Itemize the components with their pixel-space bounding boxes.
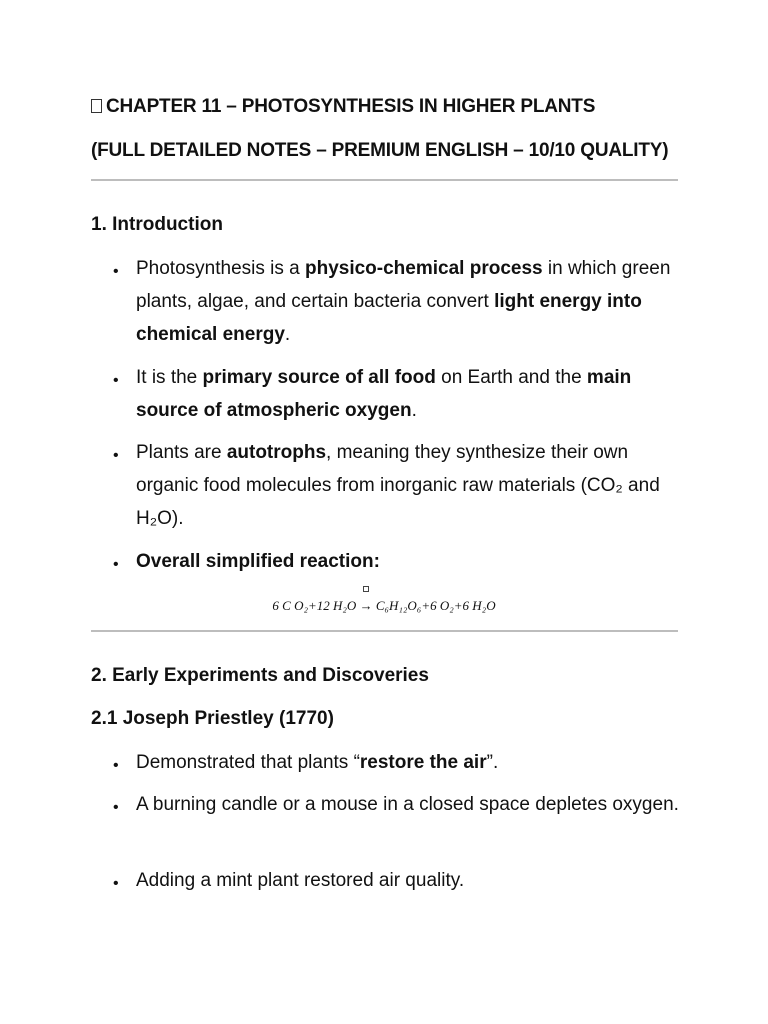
list-item: Demonstrated that plants “restore the air”. (136, 752, 499, 773)
missing-glyph-icon (363, 586, 369, 592)
bullet-icon: • (113, 263, 119, 280)
reaction-equation (0, 598, 768, 614)
equation-reactants: 6 C O₂+12 H₂O (272, 598, 357, 613)
horizontal-rule (91, 630, 678, 632)
list-item: Plants are autotrophs, meaning they synthesize their own organic food molecules from inorganic raw materials (CO₂ and H₂O). (136, 442, 660, 529)
list-item: Overall simplified reaction: (136, 551, 380, 572)
bullet-icon: • (113, 556, 119, 573)
horizontal-rule (91, 179, 678, 181)
list-item: A burning candle or a mouse in a closed space depletes oxygen. (136, 794, 679, 815)
chapter-subtitle: (FULL DETAILED NOTES – PREMIUM ENGLISH – 10/10 QUALITY) (91, 140, 669, 161)
subsection-heading-priestley: 2.1 Joseph Priestley (1770) (91, 708, 334, 729)
bullet-icon: • (113, 372, 119, 389)
equation-products: C₆H₁₂O₆+6 O₂+6 H₂O (375, 598, 496, 613)
section-heading-early-experiments: 2. Early Experiments and Discoveries (91, 665, 429, 686)
chapter-title: CHAPTER 11 – PHOTOSYNTHESIS IN HIGHER PLANTS (91, 96, 595, 118)
bullet-icon: • (113, 875, 119, 892)
equation-arrow: → (360, 598, 373, 614)
bullet-icon: • (113, 447, 119, 464)
missing-glyph-icon (91, 99, 102, 113)
list-item: Adding a mint plant restored air quality. (136, 870, 465, 891)
list-item: Photosynthesis is a physico-chemical process in which green plants, algae, and certain bacteria convert light energy into chemical energy. (136, 258, 671, 345)
bullet-icon: • (113, 757, 119, 774)
list-item: It is the primary source of all food on Earth and the main source of atmospheric oxygen. (136, 367, 632, 421)
bullet-icon: • (113, 799, 119, 816)
section-heading-introduction: 1. Introduction (91, 214, 223, 235)
